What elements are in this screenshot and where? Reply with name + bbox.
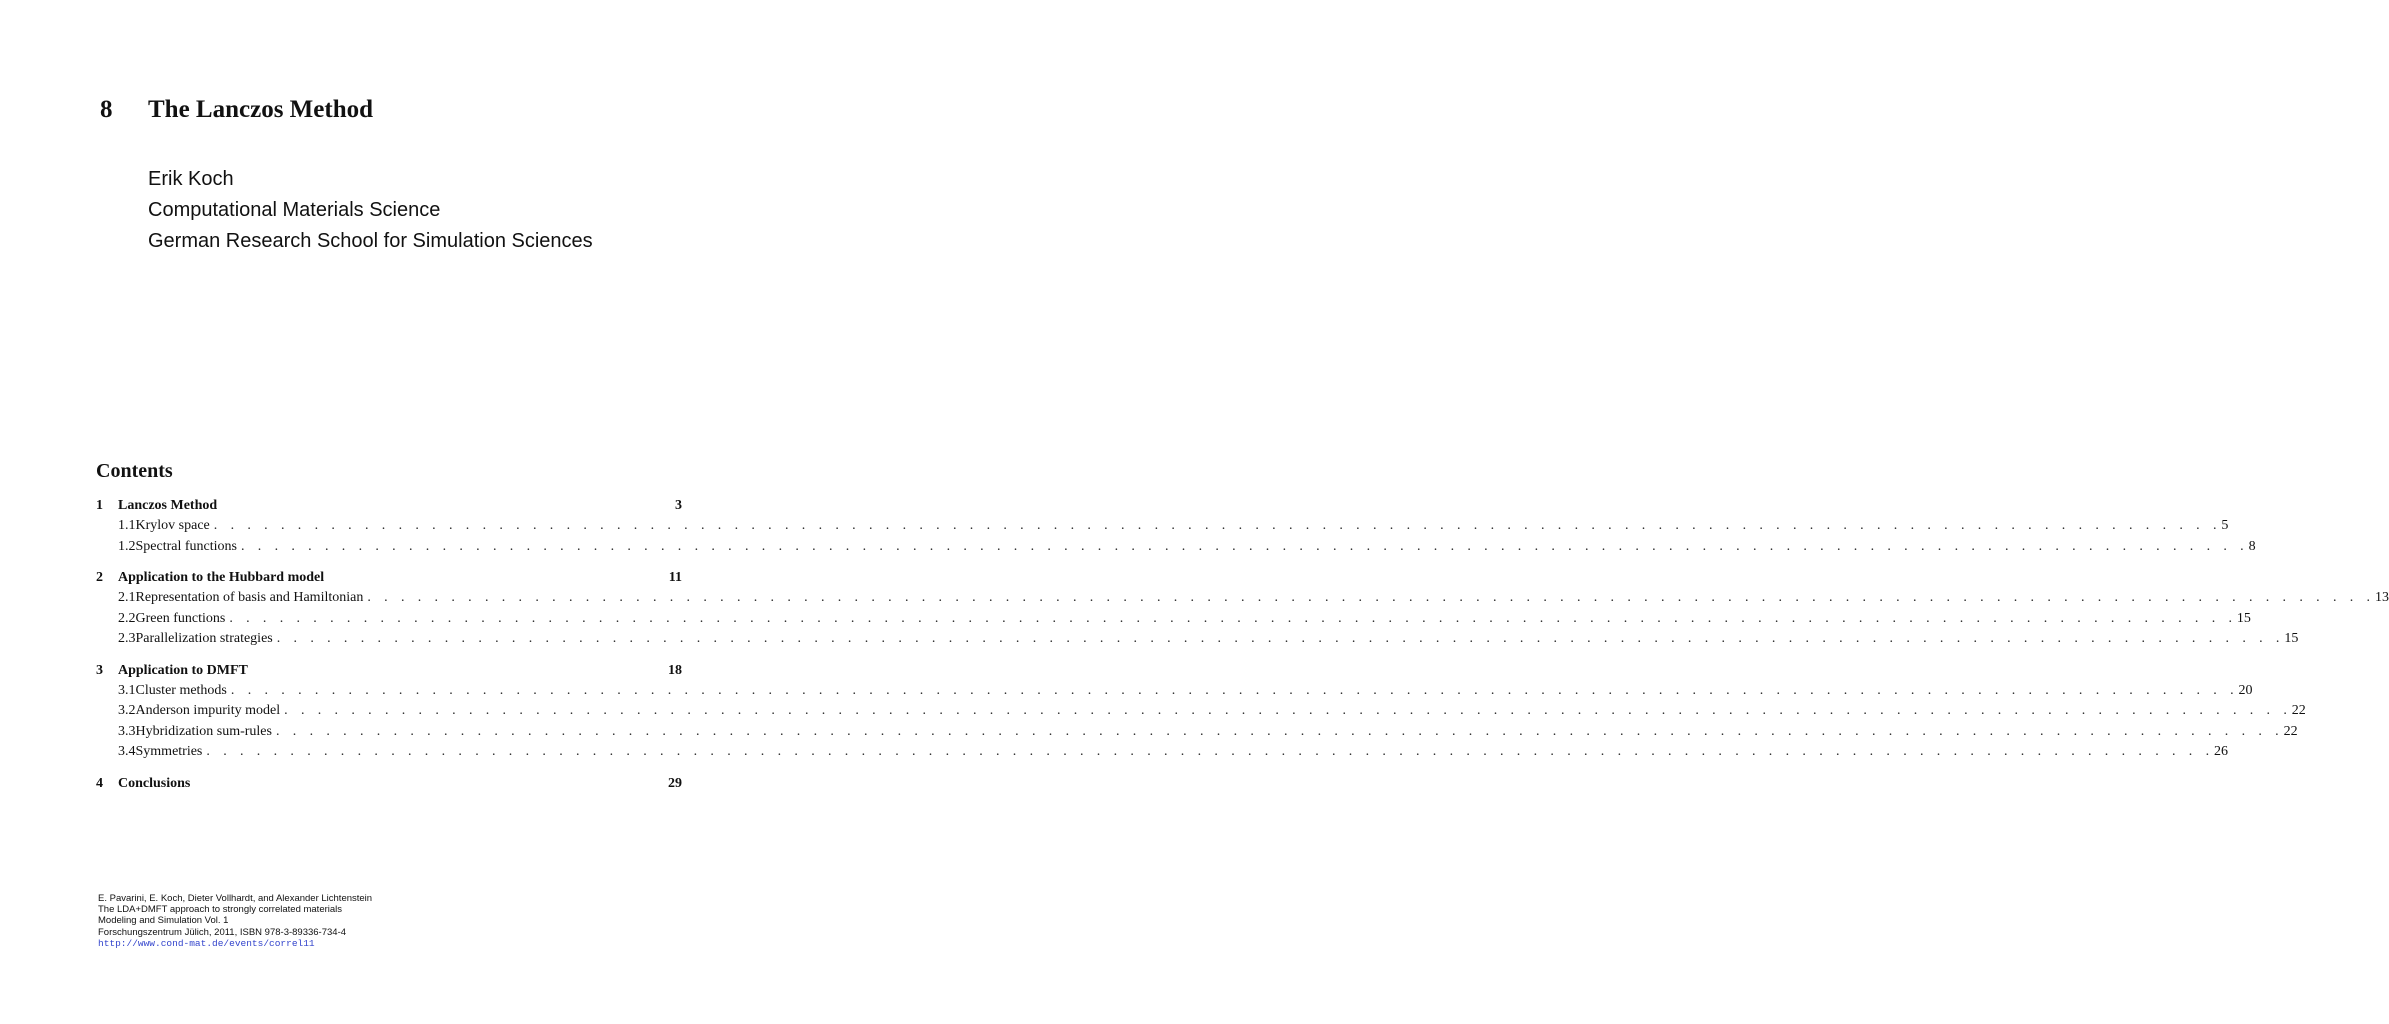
toc-section-row[interactable] <box>96 498 682 518</box>
toc-subsection-title: Cluster methods <box>136 683 231 699</box>
toc-subsection-title: Representation of basis and Hamiltonian <box>136 590 368 606</box>
toc-subsection-page: 15 <box>2284 631 2299 646</box>
toc-dot-leader: . . . . . . . . . . . . . . . . . . . . . . . . . . . . . . . . . . . . . . . . . . . . . . . . . . . . . . . . . . . . . . . . . . . . . . . . . . . . . . . . . . . . . . . . . . . . . . . . . . . . . . . . . . . . . . . . . . . . . . . . <box>230 682 2239 698</box>
toc-subsection-page: 5 <box>2221 518 2229 533</box>
contents-heading: Contents <box>96 460 173 482</box>
toc-subsection-row[interactable] <box>96 744 2228 765</box>
author-affiliation: Computational Materials Science <box>148 199 441 221</box>
toc-subsection-title: Spectral functions <box>136 539 241 555</box>
author-name: Erik Koch <box>148 168 234 190</box>
table-of-contents <box>96 498 2389 807</box>
chapter-heading <box>100 96 373 124</box>
toc-subsection-page: 22 <box>2283 723 2298 739</box>
toc-subsection-row[interactable] <box>96 682 2253 704</box>
chapter-number: 8 <box>100 96 113 123</box>
toc-dot-leader: . . . . . . . . . . . . . . . . . . . . . . . . . . . . . . . . . . . . . . . . . . . . . . . . . . . . . . . . . . . . . . . . . . . . . . . . . . . . . . . . . . . . . . . . . . . . . . . . . . . . . . . . . . . . . . . . . . . . . . . . <box>276 631 2285 646</box>
toc-section-page: 11 <box>668 570 682 585</box>
toc-subsection-title: Symmetries <box>136 744 207 760</box>
citation-footer <box>98 893 372 949</box>
toc-subsection-title: Krylov space <box>136 518 214 534</box>
toc-subsection-number: 2.1 <box>118 590 136 605</box>
toc-dot-leader: . . . . . . . . . . . . . . . . . . . . . . . . . . . . . . . . . . . . . . . . . . . . . . . . . . . . . . . . . . . . . . . . . . . . . . . . . . . . . . . . . . . . . . . . . . . . . . . . . . . . . . . . . . . . . . . . . . . . . . . . <box>284 703 2292 718</box>
toc-section-number: 1 <box>96 498 103 513</box>
toc-section-row[interactable] <box>96 663 682 683</box>
toc-subsection-number: 3.3 <box>118 723 136 739</box>
toc-subsection-number: 3.4 <box>118 744 136 759</box>
toc-subsection-page: 22 <box>2291 703 2306 718</box>
toc-subsection-row[interactable] <box>96 590 2389 611</box>
author-block <box>148 164 593 257</box>
toc-section-title: Application to DMFT <box>118 662 248 678</box>
toc-section-title: Conclusions <box>118 775 191 791</box>
footer-series: Modeling and Simulation Vol. 1 <box>98 915 229 927</box>
toc-section-number: 3 <box>96 662 103 678</box>
toc-section-row[interactable] <box>96 776 682 796</box>
toc-subsection-page: 13 <box>2374 590 2389 605</box>
chapter-title: The Lanczos Method <box>148 96 373 123</box>
toc-dot-leader: . . . . . . . . . . . . . . . . . . . . . . . . . . . . . . . . . . . . . . . . . . . . . . . . . . . . . . . . . . . . . . . . . . . . . . . . . . . . . . . . . . . . . . . . . . . . . . . . . . . . . . . . . . . . . . . . . . . . . . . . <box>240 538 2249 554</box>
footer-link[interactable]: http://www.cond-mat.de/events/correl11 <box>98 937 315 949</box>
toc-subsection-title: Green functions <box>136 611 230 627</box>
toc-section <box>96 570 2389 652</box>
footer-authors: E. Pavarini, E. Koch, Dieter Vollhardt, and Alexander Lichtenstein <box>98 893 373 904</box>
toc-subsection-title: Anderson impurity model <box>136 703 285 719</box>
toc-section-page: 18 <box>668 662 682 678</box>
toc-subsection-title: Hybridization sum-rules <box>136 724 276 740</box>
toc-dot-leader: . . . . . . . . . . . . . . . . . . . . . . . . . . . . . . . . . . . . . . . . . . . . . . . . . . . . . . . . . . . . . . . . . . . . . . . . . . . . . . . . . . . . . . . . . . . . . . . . . . . . . . . . . . . . . . . . . . . . . . . . <box>367 590 2375 605</box>
toc-subsection-page: 8 <box>2248 538 2256 554</box>
toc-subsection-number: 3.2 <box>118 703 136 718</box>
footer-book-title: The LDA+DMFT approach to strongly correlated materials <box>98 904 343 916</box>
toc-dot-leader: . . . . . . . . . . . . . . . . . . . . . . . . . . . . . . . . . . . . . . . . . . . . . . . . . . . . . . . . . . . . . . . . . . . . . . . . . . . . . . . . . . . . . . . . . . . . . . . . . . . . . . . . . . . . . . . . . . . . . . . . <box>206 744 2214 759</box>
toc-subsection-row[interactable] <box>96 610 2251 632</box>
toc-subsection-number: 1.2 <box>118 538 136 554</box>
toc-section-row[interactable] <box>96 570 682 590</box>
toc-subsection-number: 1.1 <box>118 518 136 533</box>
toc-subsection-number: 2.3 <box>118 631 136 646</box>
toc-subsection-row[interactable] <box>96 703 2306 724</box>
toc-section-title: Application to the Hubbard model <box>118 570 325 585</box>
toc-subsection-number: 3.1 <box>118 682 136 698</box>
author-institution: German Research School for Simulation Sciences <box>148 230 593 252</box>
toc-section <box>96 662 2306 765</box>
toc-section-number: 4 <box>96 775 103 791</box>
toc-dot-leader: . . . . . . . . . . . . . . . . . . . . . . . . . . . . . . . . . . . . . . . . . . . . . . . . . . . . . . . . . . . . . . . . . . . . . . . . . . . . . . . . . . . . . . . . . . . . . . . . . . . . . . . . . . . . . . . . . . . . . . . . <box>213 518 2222 533</box>
toc-section <box>96 776 682 796</box>
toc-subsection-page: 20 <box>2238 682 2253 698</box>
toc-subsection-row[interactable] <box>96 538 2256 560</box>
toc-section-number: 2 <box>96 570 103 585</box>
toc-subsection-row[interactable] <box>96 631 2299 652</box>
toc-section-page: 3 <box>675 498 682 513</box>
toc-section <box>96 498 2256 559</box>
toc-subsection-page: 26 <box>2214 744 2228 759</box>
toc-section-title: Lanczos Method <box>118 498 218 513</box>
footer-publisher: Forschungszentrum Jülich, 2011, ISBN 978-3-89336-734-4 <box>98 926 347 938</box>
toc-subsection-number: 2.2 <box>118 610 136 626</box>
toc-subsection-row[interactable] <box>96 723 2298 745</box>
toc-subsection-page: 15 <box>2236 610 2251 626</box>
toc-dot-leader: . . . . . . . . . . . . . . . . . . . . . . . . . . . . . . . . . . . . . . . . . . . . . . . . . . . . . . . . . . . . . . . . . . . . . . . . . . . . . . . . . . . . . . . . . . . . . . . . . . . . . . . . . . . . . . . . . . . . . . . . <box>229 610 2237 626</box>
toc-dot-leader: . . . . . . . . . . . . . . . . . . . . . . . . . . . . . . . . . . . . . . . . . . . . . . . . . . . . . . . . . . . . . . . . . . . . . . . . . . . . . . . . . . . . . . . . . . . . . . . . . . . . . . . . . . . . . . . . . . . . . . . . <box>275 723 2284 739</box>
toc-section-page: 29 <box>668 775 682 791</box>
toc-subsection-title: Parallelization strategies <box>136 631 277 647</box>
toc-subsection-row[interactable] <box>96 518 2229 539</box>
